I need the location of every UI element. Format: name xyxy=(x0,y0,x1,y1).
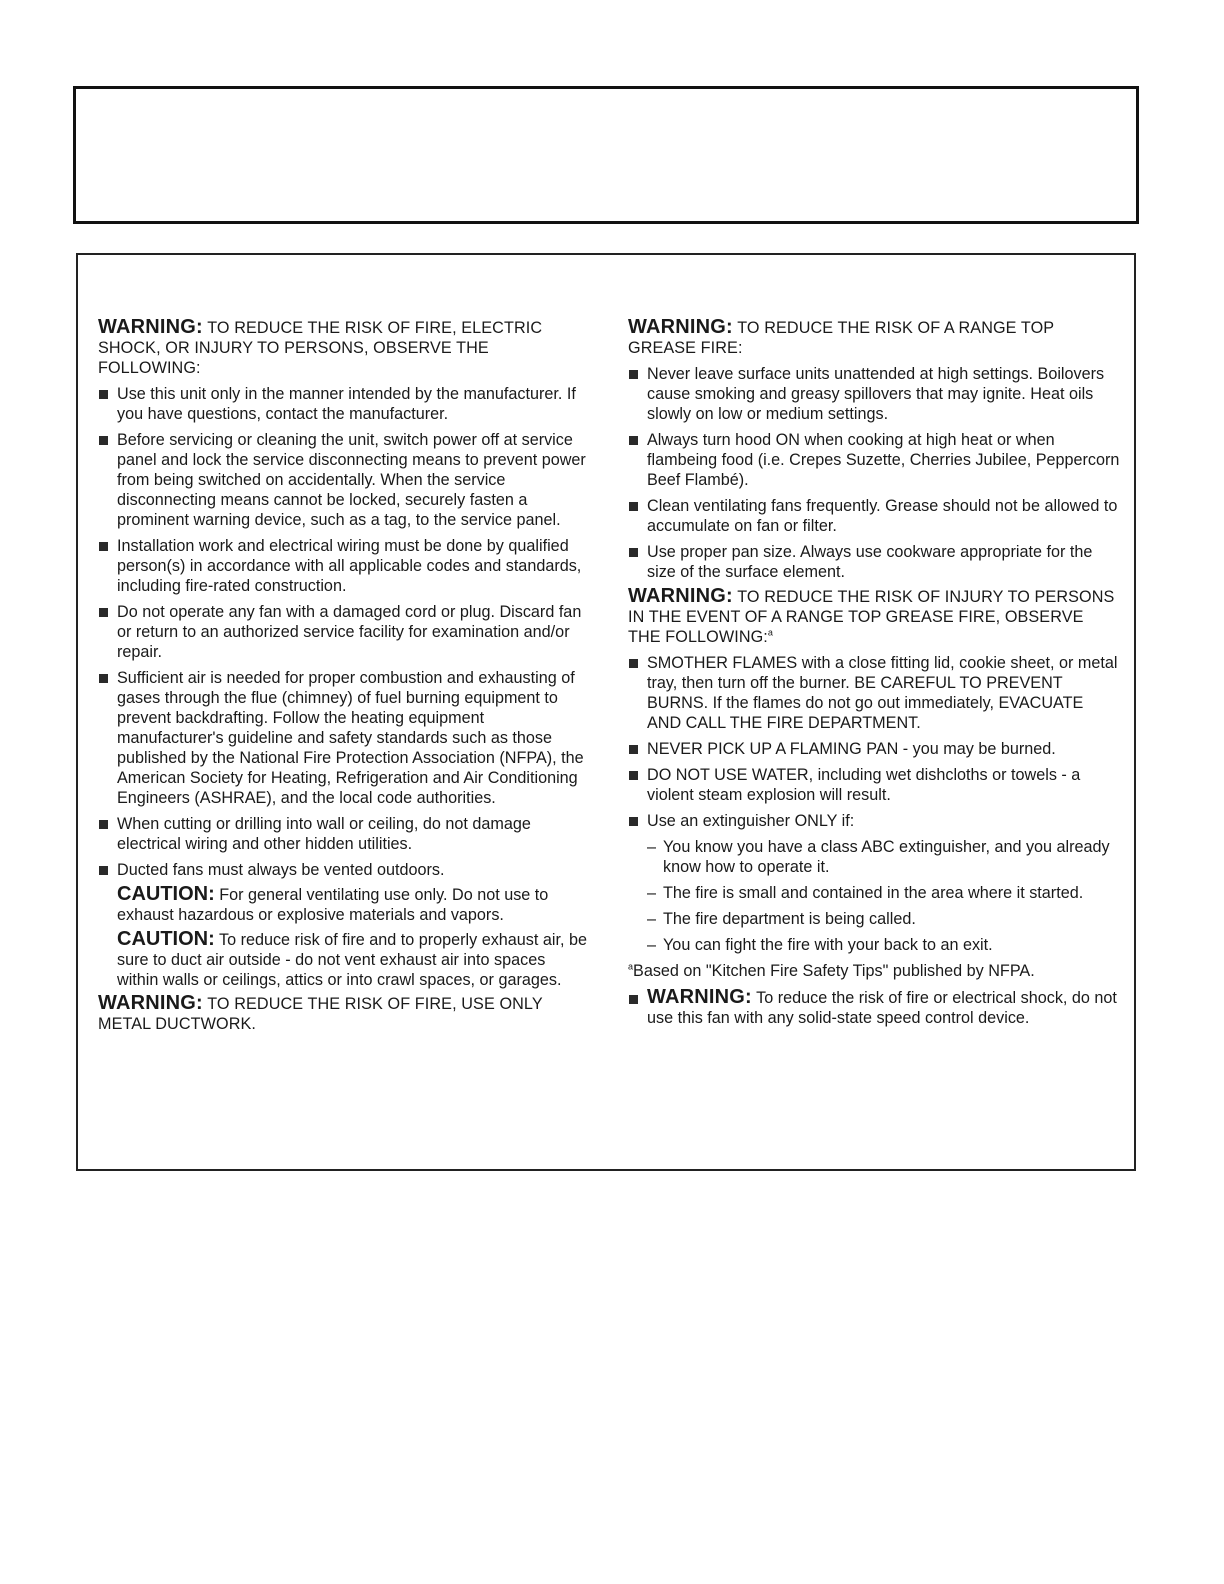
warning-metal-ductwork xyxy=(98,993,588,1034)
list-item: Use proper pan size. Always use cookware appropriate for the size of the surface element. xyxy=(628,542,1120,582)
list-item: Installation work and electrical wiring must be done by qualified person(s) in accordance with all applicable codes and standards, including fire-rated construction. xyxy=(98,536,588,596)
square-bullet-icon xyxy=(99,542,108,551)
square-bullet-icon xyxy=(99,390,108,399)
square-bullet-icon xyxy=(629,548,638,557)
square-bullet-icon xyxy=(99,674,108,683)
list-item: Before servicing or cleaning the unit, switch power off at service panel and lock the service disconnecting means to prevent power from being switched on accidentally. When the service disconnecting means cannot be locked, securely fasten a prominent warning device, such as a tag, to the service panel. xyxy=(98,430,588,530)
warning-label: WARNING: xyxy=(628,585,733,607)
square-bullet-icon xyxy=(629,659,638,668)
list-item: Use an extinguisher ONLY if: xyxy=(628,811,1120,831)
caution-label: CAUTION: xyxy=(117,928,215,950)
safety-instructions-box xyxy=(76,253,1136,1171)
square-bullet-icon xyxy=(629,995,638,1004)
sub-list-item: – You know you have a class ABC extinguisher, and you already know how to operate it. xyxy=(647,838,1110,876)
footnote xyxy=(628,961,1120,981)
warning-injury-grease-fire xyxy=(628,586,1120,647)
list-item: Ducted fans must always be vented outdoors. xyxy=(98,860,588,880)
caution-text: For general ventilating use only. Do not use to exhaust hazardous or explosive materials and vapors. xyxy=(117,886,549,924)
dash-bullet: – xyxy=(647,838,657,856)
right-column xyxy=(628,317,1120,1028)
square-bullet-icon xyxy=(99,608,108,617)
warning-text: TO REDUCE THE RISK OF FIRE, ELECTRIC SHOCK, OR INJURY TO PERSONS, OBSERVE THE FOLLOWING: xyxy=(98,319,543,377)
list-item: DO NOT USE WATER, including wet dishcloths or towels - a violent steam explosion will result. xyxy=(628,765,1120,805)
list-item xyxy=(628,987,1120,1028)
list-item: Clean ventilating fans frequently. Grease should not be allowed to accumulate on fan or filter. xyxy=(628,496,1120,536)
list-item: When cutting or drilling into wall or ceiling, do not damage electrical wiring and other hidden utilities. xyxy=(98,814,588,854)
square-bullet-icon xyxy=(629,771,638,780)
caution-label: CAUTION: xyxy=(117,883,215,905)
list-item: NEVER PICK UP A FLAMING PAN - you may be burned. xyxy=(628,739,1120,759)
sub-list-item: – The fire department is being called. xyxy=(647,910,916,928)
list-item: Always turn hood ON when cooking at high heat or when flambeing food (i.e. Crepes Suzette, Cherries Jubilee, Peppercorn Beef Flambé). xyxy=(628,430,1120,490)
warning-label: WARNING: xyxy=(647,986,752,1008)
footnote-text: Based on "Kitchen Fire Safety Tips" published by NFPA. xyxy=(633,962,1035,980)
warning-fire-shock-injury xyxy=(98,317,588,378)
footnote-marker: a xyxy=(767,627,773,638)
sub-list-item: – You can fight the fire with your back to an exit. xyxy=(647,936,993,954)
square-bullet-icon xyxy=(629,436,638,445)
caution-text: To reduce risk of fire and to properly exhaust air, be sure to duct air outside - do not vent exhaust air into spaces within walls or ceilings, attics or into crawl spaces, or garages. xyxy=(117,931,587,989)
caution-duct-air xyxy=(98,929,588,990)
warning-text: TO REDUCE THE RISK OF INJURY TO PERSONS IN THE EVENT OF A RANGE TOP GREASE FIRE, OBSERVE THE FOLLOWING: xyxy=(628,588,1115,646)
warning-label: WARNING: xyxy=(628,316,733,338)
list-item: SMOTHER FLAMES with a close fitting lid, cookie sheet, or metal tray, then turn off the burner. BE CAREFUL TO PREVENT BURNS. If the flames do not go out immediately, EVACUATE AND CALL THE FIRE DEPARTMENT. xyxy=(628,653,1120,733)
fire-response-list xyxy=(628,653,1120,831)
list-item: Sufficient air is needed for proper combustion and exhausting of gases through the flue (chimney) of fuel burning equipment to prevent backdrafting. Follow the heating equipment manufacturer's guideline and safety standards such as those published by the National Fire Protection Association (NFPA), the American Society for Heating, Refrigeration and Air Conditioning Engineers (ASHRAE), and the local code authorities. xyxy=(98,668,588,808)
caution-general-use xyxy=(98,884,588,925)
square-bullet-icon xyxy=(629,817,638,826)
warning-label: WARNING: xyxy=(98,316,203,338)
warning-text: To reduce the risk of fire or electrical shock, do not use this fan with any solid-state speed control device. xyxy=(647,989,1117,1027)
list-item: Use this unit only in the manner intended by the manufacturer. If you have questions, contact the manufacturer. xyxy=(98,384,588,424)
speed-control-warning-list xyxy=(628,987,1120,1028)
square-bullet-icon xyxy=(99,820,108,829)
dash-bullet: – xyxy=(647,910,657,928)
list-item: Do not operate any fan with a damaged cord or plug. Discard fan or return to an authorized service facility for examination and/or repair. xyxy=(98,602,588,662)
footnote-marker: a xyxy=(628,961,634,972)
list-item: Never leave surface units unattended at high settings. Boilovers cause smoking and greasy spillovers that may ignite. Heat oils slowly on low or medium settings. xyxy=(628,364,1120,424)
header-box xyxy=(73,86,1139,224)
dash-bullet: – xyxy=(647,884,657,902)
extinguisher-conditions-list xyxy=(628,837,1120,955)
warning-label: WARNING: xyxy=(98,992,203,1014)
grease-fire-list xyxy=(628,364,1120,582)
dash-bullet: – xyxy=(647,936,657,954)
warning-grease-fire xyxy=(628,317,1120,358)
left-column xyxy=(98,317,588,1034)
square-bullet-icon xyxy=(629,745,638,754)
warning-text: TO REDUCE THE RISK OF FIRE, USE ONLY METAL DUCTWORK. xyxy=(98,995,543,1033)
square-bullet-icon xyxy=(99,436,108,445)
square-bullet-icon xyxy=(99,866,108,875)
sub-list-item: – The fire is small and contained in the area where it started. xyxy=(647,884,1084,902)
square-bullet-icon xyxy=(629,502,638,511)
square-bullet-icon xyxy=(629,370,638,379)
left-bullet-list xyxy=(98,384,588,880)
warning-text: TO REDUCE THE RISK OF A RANGE TOP GREASE FIRE: xyxy=(628,319,1054,357)
